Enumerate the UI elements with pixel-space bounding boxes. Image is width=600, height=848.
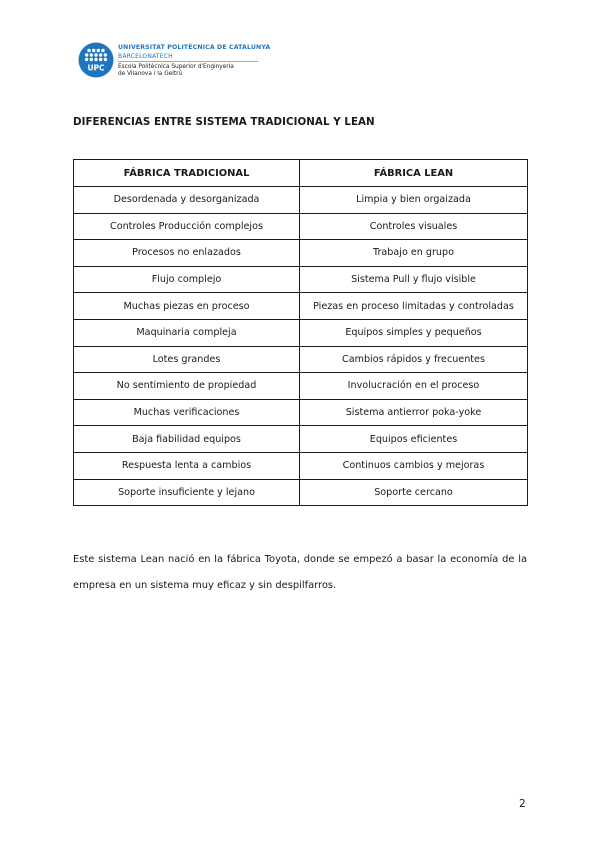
traditional-cell: Controles Producción complejos	[74, 213, 300, 240]
lean-cell: Sistema antierror poka-yoke	[300, 399, 528, 426]
paragraph-line: empresa en un sistema muy eficaz y sin despilfarros.	[73, 580, 337, 591]
table-row	[74, 187, 528, 214]
table-row	[74, 293, 528, 320]
table-row	[74, 373, 528, 400]
school-name-line1: Escola Politècnica Superior d'Enginyeria	[118, 64, 234, 70]
table-row	[74, 346, 528, 373]
page-header	[78, 40, 318, 84]
lean-cell: Sistema Pull y flujo visible	[300, 266, 528, 293]
traditional-cell: Procesos no enlazados	[74, 240, 300, 267]
section-title: DIFERENCIAS ENTRE SISTEMA TRADICIONAL Y LEAN	[73, 116, 375, 128]
column-header-lean: FÁBRICA LEAN	[300, 160, 528, 187]
lean-cell: Trabajo en grupo	[300, 240, 528, 267]
traditional-cell: Flujo complejo	[74, 266, 300, 293]
lean-cell: Piezas en proceso limitadas y controladas	[300, 293, 528, 320]
comparison-table	[73, 159, 528, 506]
university-name: UNIVERSITAT POLITÈCNICA DE CATALUNYA	[118, 44, 271, 51]
body-paragraph	[73, 547, 527, 599]
table-row	[74, 399, 528, 426]
table-row	[74, 266, 528, 293]
traditional-cell: Lotes grandes	[74, 346, 300, 373]
table-header-row	[74, 160, 528, 187]
table-row	[74, 452, 528, 479]
table-row	[74, 213, 528, 240]
lean-cell: Equipos simples y pequeños	[300, 319, 528, 346]
logo-text: UPC	[87, 63, 105, 73]
upc-logo-icon	[78, 42, 114, 78]
lean-cell: Continuos cambios y mejoras	[300, 452, 528, 479]
lean-cell: Controles visuales	[300, 213, 528, 240]
page-number: 2	[519, 798, 526, 810]
traditional-cell: Baja fiabilidad equipos	[74, 426, 300, 453]
lean-cell: Involucración en el proceso	[300, 373, 528, 400]
traditional-cell: Muchas piezas en proceso	[74, 293, 300, 320]
traditional-cell: No sentimiento de propiedad	[74, 373, 300, 400]
table-row	[74, 319, 528, 346]
traditional-cell: Soporte insuficiente y lejano	[74, 479, 300, 506]
table-row	[74, 426, 528, 453]
lean-cell: Limpia y bien orgaizada	[300, 187, 528, 214]
traditional-cell: Muchas verificaciones	[74, 399, 300, 426]
column-header-traditional: FÁBRICA TRADICIONAL	[74, 160, 300, 187]
school-name-line2: de Vilanova i la Geltrú	[118, 71, 183, 77]
lean-cell: Equipos eficientes	[300, 426, 528, 453]
traditional-cell: Desordenada y desorganizada	[74, 187, 300, 214]
table-row	[74, 240, 528, 267]
lean-cell: Soporte cercano	[300, 479, 528, 506]
lean-cell: Cambios rápidos y frecuentes	[300, 346, 528, 373]
traditional-cell: Respuesta lenta a cambios	[74, 452, 300, 479]
paragraph-line: Este sistema Lean nació en la fábrica Toyota, donde se empezó a basar la economía de la	[73, 554, 527, 565]
university-subtitle: BARCELONATECH	[118, 53, 173, 60]
traditional-cell: Maquinaria compleja	[74, 319, 300, 346]
table-row	[74, 479, 528, 506]
header-divider	[118, 61, 258, 62]
